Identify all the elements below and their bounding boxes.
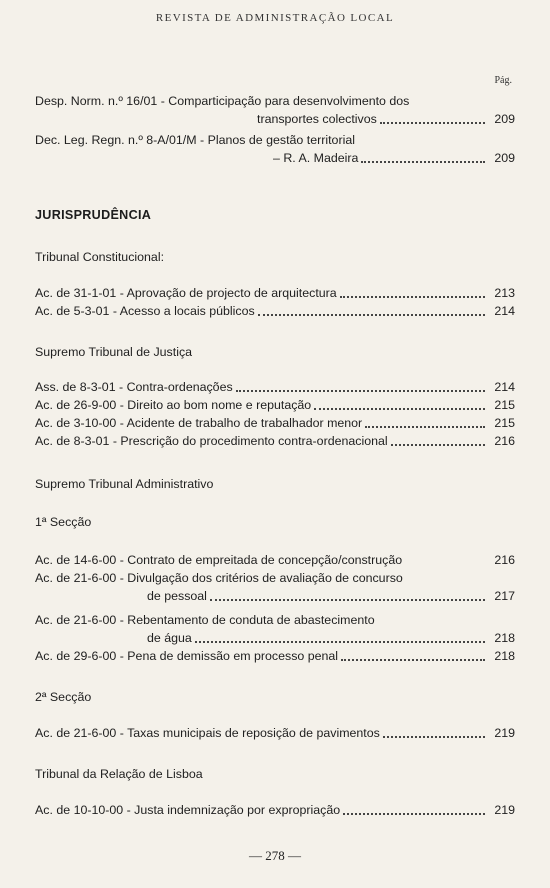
- entry-text: Desp. Norm. n.º 16/01 - Comparticipação para desenvolvimento dos: [35, 94, 410, 108]
- page-footer-number: — 278 —: [249, 848, 301, 863]
- page-number: 215: [494, 416, 515, 430]
- entry-text: de água: [147, 631, 192, 645]
- page-number: 216: [494, 553, 515, 567]
- court-title: Supremo Tribunal de Justiça: [35, 345, 193, 359]
- entry-line: [35, 110, 515, 128]
- dot-leader: [383, 730, 485, 738]
- dot-leader: [314, 402, 485, 410]
- entry-text: Dec. Leg. Regn. n.º 8-A/01/M - Planos de gestão territorial: [35, 133, 355, 147]
- page-number: 214: [494, 380, 515, 394]
- entry-text: Ac. de 8-3-01 - Prescrição do procedimento contra-ordenacional: [35, 434, 388, 448]
- page-number: 213: [494, 286, 515, 300]
- page-number: 218: [494, 649, 515, 663]
- court-title: Tribunal Constitucional:: [35, 250, 165, 264]
- dot-leader: [391, 438, 485, 446]
- page-column-label: Pág.: [494, 75, 512, 86]
- dot-leader: [258, 308, 485, 316]
- entry-text: Ac. de 14-6-00 - Contrato de empreitada de concepção/construção: [35, 553, 403, 567]
- dot-leader: [210, 593, 485, 601]
- entry-text: de pessoal: [147, 589, 207, 603]
- entry-line: [35, 149, 515, 167]
- page-number: 214: [494, 304, 515, 318]
- dot-leader: [236, 384, 485, 392]
- page-number: 215: [494, 398, 515, 412]
- dot-leader: [195, 635, 485, 643]
- entry-text: Ac. de 31-1-01 - Aprovação de projecto de arquitectura: [35, 286, 337, 300]
- entry-text: Ac. de 21-6-00 - Divulgação dos critérios de avaliação de concurso: [35, 571, 403, 585]
- entry-text: Ac. de 10-10-00 - Justa indemnização por expropriação: [35, 803, 341, 817]
- entry-text: Ac. de 21-6-00 - Taxas municipais de reposição de pavimentos: [35, 726, 380, 740]
- index-entry: [35, 611, 515, 665]
- entry-text: transportes colectivos: [257, 112, 377, 126]
- running-header: REVISTA DE ADMINISTRAÇÃO LOCAL: [155, 12, 395, 24]
- entry-text: Ass. de 8-3-01 - Contra-ordenações: [35, 380, 233, 394]
- page-number: 219: [494, 726, 515, 740]
- dot-leader: [380, 116, 485, 124]
- entry-text: Ac. de 3-10-00 - Acidente de trabalho de trabalhador menor: [35, 416, 363, 430]
- subsection-title: 2ª Secção: [35, 690, 92, 704]
- dot-leader: [341, 653, 485, 661]
- page-number: 209: [494, 112, 515, 126]
- index-entry: [35, 378, 515, 450]
- court-title: Supremo Tribunal Administrativo: [35, 477, 214, 491]
- dot-leader: [361, 155, 485, 163]
- index-entry: [35, 92, 515, 128]
- court-title: Tribunal da Relação de Lisboa: [35, 767, 203, 781]
- dot-leader: [365, 420, 485, 428]
- index-entry: [35, 284, 515, 320]
- entry-text: Ac. de 26-9-00 - Direito ao bom nome e reputação: [35, 398, 312, 412]
- subsection-title: 1ª Secção: [35, 515, 92, 529]
- index-entry: [35, 551, 515, 605]
- entry-text: – R. A. Madeira: [273, 151, 359, 165]
- page-number: 218: [494, 631, 515, 645]
- dot-leader: [340, 290, 485, 298]
- entry-text: Ac. de 29-6-00 - Pena de demissão em processo penal: [35, 649, 339, 663]
- page-number: 219: [494, 803, 515, 817]
- entry-text: Ac. de 5-3-01 - Acesso a locais públicos: [35, 304, 255, 318]
- page-number: 216: [494, 434, 515, 448]
- dot-leader: [405, 559, 485, 565]
- page-number: 209: [494, 151, 515, 165]
- page-number: 217: [494, 589, 515, 603]
- index-entry: [35, 131, 515, 167]
- index-entry: [35, 724, 515, 742]
- index-entry: [35, 801, 515, 819]
- entry-text: Ac. de 21-6-00 - Rebentamento de conduta de abastecimento: [35, 613, 375, 627]
- section-heading: JURISPRUDÊNCIA: [35, 208, 152, 222]
- dot-leader: [343, 807, 485, 815]
